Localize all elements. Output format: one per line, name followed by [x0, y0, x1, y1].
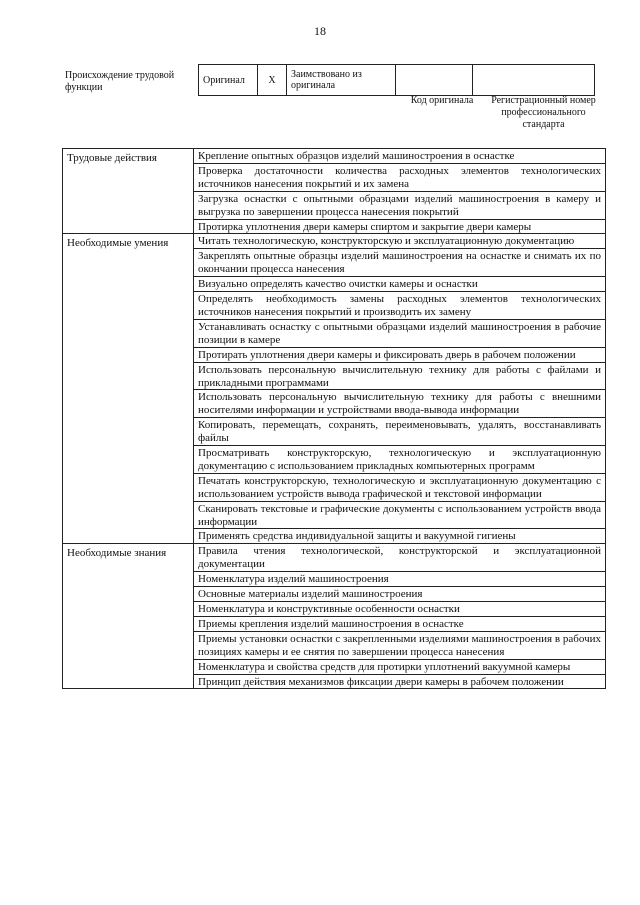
section-item: Правила чтения технологической, конструкторской и эксплуатационной документации — [194, 544, 606, 572]
section-item: Приемы установки оснастки с закрепленными изделиями машиностроения в рабочих позициях камеры и ее снятия по завершении процесса нанесения — [194, 631, 606, 659]
section-title: Необходимые умения — [63, 234, 194, 544]
section-item: Приемы крепления изделий машиностроения в оснастке — [194, 616, 606, 631]
origin-borrowed-cell: Заимствовано из оригинала — [287, 65, 396, 96]
section-item: Проверка достаточности количества расходных элементов технологических источников нанесения покрытий и их замена — [194, 163, 606, 191]
section-item: Читать технологическую, конструкторскую и эксплуатационную документацию — [194, 234, 606, 249]
origin-label: Происхождение трудовой функции — [65, 70, 175, 93]
section-item: Определять необходимость замены расходных элементов технологических источников нанесения покрытий и производить их замену — [194, 292, 606, 320]
section-item: Номенклатура и свойства средств для протирки уплотнений вакуумной камеры — [194, 659, 606, 674]
section-item: Загрузка оснастки с опытными образцами изделий машиностроения в камеру и выгрузка по завершении процесса нанесения покрытий — [194, 191, 606, 219]
origin-table — [198, 64, 595, 96]
origin-original-cell: Оригинал — [199, 65, 258, 96]
section-item: Просматривать конструкторскую, технологическую и эксплуатационную документацию с использованием прикладных компьютерных программ — [194, 446, 606, 474]
function-table — [62, 148, 606, 689]
section-item: Закреплять опытные образцы изделий машиностроения на оснастке и снимать их по окончании процесса нанесения — [194, 249, 606, 277]
reg-number-caption: Регистрационный номер профессионального стандарта — [491, 95, 596, 130]
section-item: Номенклатура и конструктивные особенности оснастки — [194, 602, 606, 617]
section-item: Использовать персональную вычислительную технику для работы с файлами и прикладными программами — [194, 362, 606, 390]
section-title: Необходимые знания — [63, 544, 194, 689]
origin-reg-cell — [473, 65, 595, 96]
origin-mark-cell: X — [258, 65, 287, 96]
page-number: 18 — [314, 24, 326, 38]
code-caption: Код оригинала — [410, 95, 474, 106]
section-item: Протирка уплотнения двери камеры спиртом и закрытие двери камеры — [194, 219, 606, 234]
section-item: Использовать персональную вычислительную технику для работы с внешними носителями информации и устройствами ввода-вывода информации — [194, 390, 606, 418]
section-item: Визуально определять качество очистки камеры и оснастки — [194, 277, 606, 292]
table-row — [63, 149, 606, 164]
section-item: Печатать конструкторскую, технологическую и эксплуатационную документацию с использованием устройств вывода графической и текстовой информации — [194, 473, 606, 501]
origin-code-cell — [396, 65, 473, 96]
table-row — [63, 544, 606, 572]
section-item: Устанавливать оснастку с опытными образцами изделий машиностроения в рабочие позиции в камере — [194, 319, 606, 347]
section-item: Протирать уплотнения двери камеры и фиксировать дверь в рабочем положении — [194, 347, 606, 362]
section-item: Основные материалы изделий машиностроения — [194, 587, 606, 602]
section-item: Номенклатура изделий машиностроения — [194, 572, 606, 587]
section-item: Копировать, перемещать, сохранять, переименовывать, удалять, восстанавливать файлы — [194, 418, 606, 446]
section-item: Принцип действия механизмов фиксации двери камеры в рабочем положении — [194, 674, 606, 689]
section-item: Применять средства индивидуальной защиты и вакуумной гигиены — [194, 529, 606, 544]
section-title: Трудовые действия — [63, 149, 194, 234]
table-row — [63, 234, 606, 249]
section-item: Крепление опытных образцов изделий машиностроения в оснастке — [194, 149, 606, 164]
section-item: Сканировать текстовые и графические документы с использованием устройств ввода информации — [194, 501, 606, 529]
